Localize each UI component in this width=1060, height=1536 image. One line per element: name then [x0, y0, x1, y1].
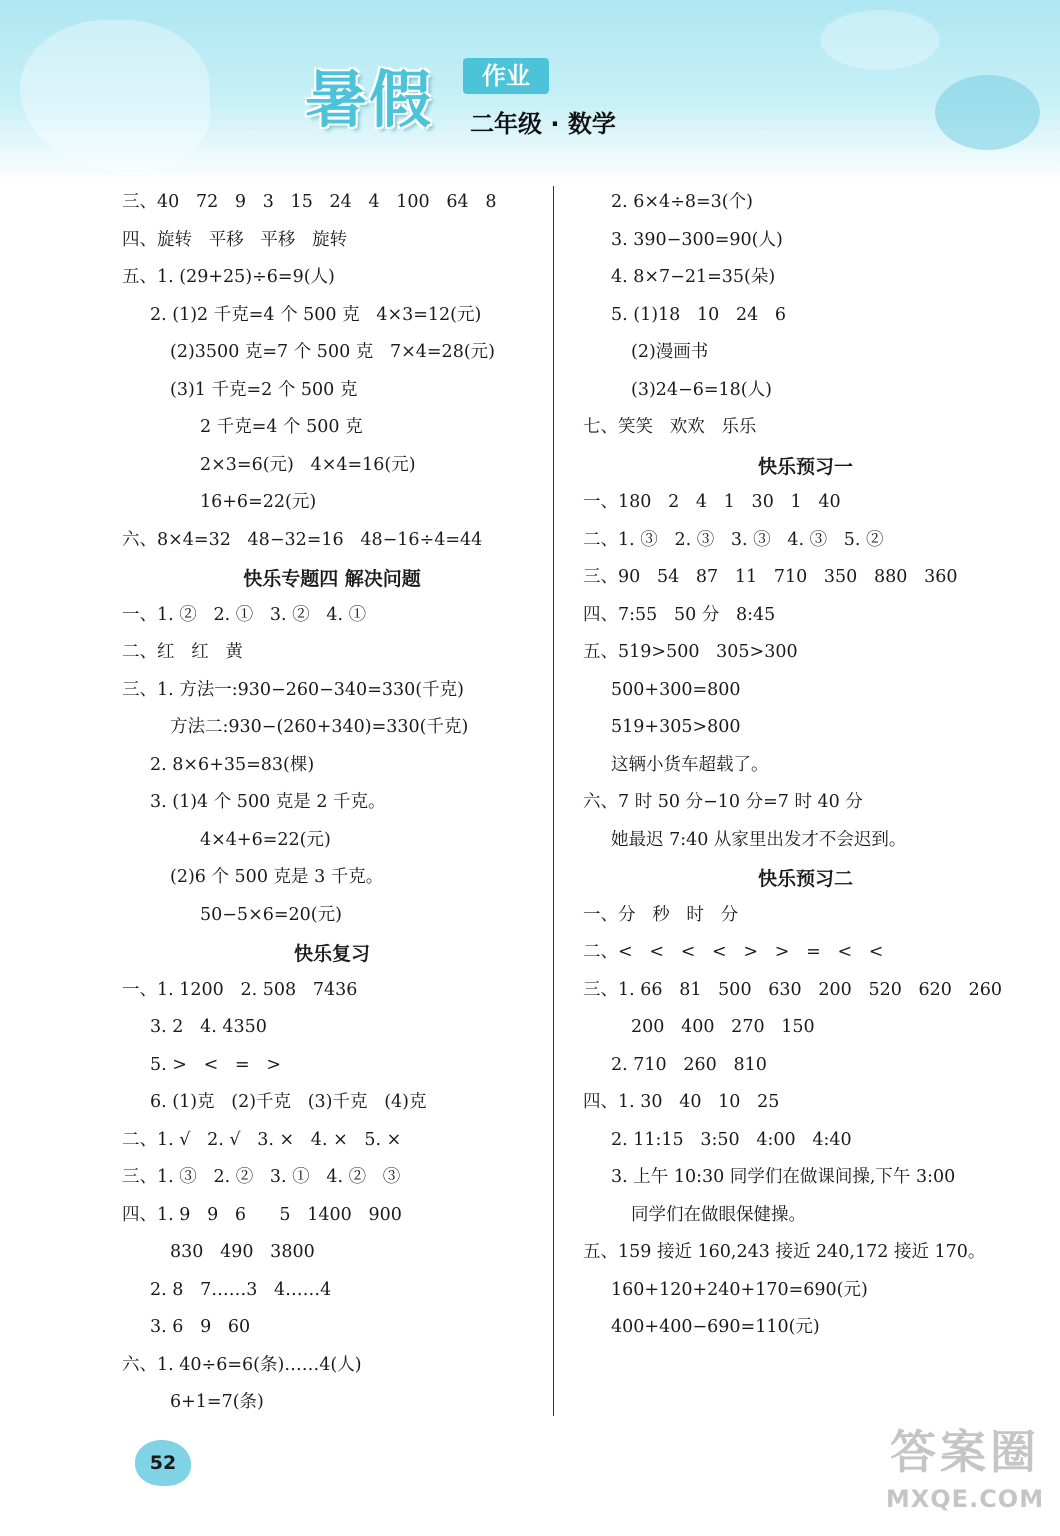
answer-line: 五、519>500 305>300 [583, 642, 798, 662]
answer-line: 16+6=22(元) [200, 492, 317, 512]
answer-line: 2 千克=4 个 500 克 [200, 417, 363, 437]
answer-line: 200 400 270 150 [631, 1017, 815, 1037]
answer-line: 4. 8×7−21=35(朵) [611, 267, 776, 287]
answer-line: 5. > < = > [150, 1054, 281, 1075]
answer-line: (2)3500 克=7 个 500 克 7×4=28(元) [170, 342, 495, 362]
answer-line: 3. 6 9 60 [150, 1317, 251, 1337]
answer-line: 一、分 秒 时 分 [583, 904, 739, 925]
answer-line: 三、1. ③ 2. ② 3. ① 4. ② ③ [122, 1167, 401, 1187]
grade-subject: 二年级 · 数学 [470, 110, 616, 138]
answer-line: 她最迟 7:40 从家里出发才不会迟到。 [611, 829, 907, 850]
answer-line: 2. 710 260 810 [611, 1054, 767, 1075]
answer-column-left [122, 186, 542, 1424]
answer-line: 4×4+6=22(元) [200, 829, 331, 850]
answer-line: 四、1. 30 40 10 25 [583, 1092, 780, 1112]
answer-line: 50−5×6=20(元) [200, 904, 342, 925]
answer-line: 400+400−690=110(元) [611, 1317, 820, 1337]
answer-line: 五、1. (29+25)÷6=9(人) [122, 267, 335, 287]
book-title: 暑假 [305, 63, 434, 136]
answer-line: 二、< < < < > > = < < [583, 942, 884, 962]
answer-line: 160+120+240+170=690(元) [611, 1279, 868, 1300]
answer-line: 2. 11:15 3:50 4:00 4:40 [611, 1129, 852, 1150]
answer-line: 六、8×4=32 48−32=16 48−16÷4=44 [122, 529, 483, 550]
answer-line: 二、1. ③ 2. ③ 3. ③ 4. ③ 5. ② [583, 529, 884, 550]
watermark-logo-text: 答案圈 [890, 1425, 1040, 1479]
answer-line: 6. (1)克 (2)千克 (3)千克 (4)克 [150, 1092, 427, 1112]
answer-line: 2. (1)2 千克=4 个 500 克 4×3=12(元) [150, 304, 482, 325]
lotus-leaf-decoration [20, 20, 210, 170]
watermark [880, 1420, 1050, 1530]
answer-line: 这辆小货车超载了。 [611, 754, 769, 775]
answer-line: 三、1. 66 81 500 630 200 520 620 260 [583, 979, 1003, 1000]
section-heading: 快乐专题四 解决问题 [243, 568, 421, 590]
watermark-url: MXQE.COM [885, 1485, 1045, 1513]
answer-line: 一、1. ② 2. ① 3. ② 4. ① [122, 604, 367, 625]
answer-line: 6+1=7(条) [170, 1392, 264, 1412]
answer-line: 二、红 红 黄 [122, 642, 243, 662]
answer-line: 一、1. 1200 2. 508 7436 [122, 979, 358, 1000]
answer-line: 二、1. √ 2. √ 3. × 4. × 5. × [122, 1129, 402, 1150]
answer-line: 830 490 3800 [170, 1242, 315, 1262]
answer-line: 方法二:930−(260+340)=330(千克) [170, 717, 469, 737]
answer-line: 六、7 时 50 分−10 分=7 时 40 分 [583, 792, 863, 812]
answer-line: 2. 6×4÷8=3(个) [611, 192, 753, 212]
answer-line: 5. (1)18 10 24 6 [611, 304, 787, 325]
answer-line: 一、180 2 4 1 30 1 40 [583, 492, 841, 512]
answer-line: 3. 上午 10:30 同学们在做课间操,下午 3:00 [611, 1167, 956, 1187]
answer-line: (2)6 个 500 克是 3 千克。 [170, 867, 384, 887]
answer-line: 2. 8 7……3 4……4 [150, 1279, 332, 1300]
section-heading: 快乐预习二 [757, 868, 853, 890]
answer-line: 519+305>800 [611, 717, 741, 737]
answer-line: 四、1. 9 9 6 5 1400 900 [122, 1204, 402, 1225]
answer-line: 六、1. 40÷6=6(条)……4(人) [122, 1354, 362, 1375]
answer-line: 3. 2 4. 4350 [150, 1017, 267, 1037]
answer-line: 三、40 72 9 3 15 24 4 100 64 8 [122, 192, 497, 212]
answer-line: 七、笑笑 欢欢 乐乐 [583, 417, 757, 437]
answer-line: 3. (1)4 个 500 克是 2 千克。 [150, 792, 386, 812]
answer-line: 2×3=6(元) 4×4=16(元) [200, 454, 416, 475]
header-banner [0, 0, 1060, 185]
answer-line: (3)24−6=18(人) [631, 379, 772, 400]
answer-line: 3. 390−300=90(人) [611, 229, 783, 250]
answer-line: 五、159 接近 160,243 接近 240,172 接近 170。 [583, 1242, 986, 1262]
answer-line: 三、90 54 87 11 710 350 880 360 [583, 567, 958, 587]
answer-line: (3)1 千克=2 个 500 克 [170, 379, 358, 400]
answer-line: 四、旋转 平移 平移 旋转 [122, 229, 348, 250]
answer-column-right [583, 186, 1028, 1349]
answer-line: (2)漫画书 [631, 342, 709, 362]
section-heading: 快乐预习一 [757, 455, 853, 478]
answer-line: 同学们在做眼保健操。 [631, 1204, 806, 1225]
answer-line: 2. 8×6+35=83(棵) [150, 754, 315, 775]
answer-line: 四、7:55 50 分 8:45 [583, 604, 776, 625]
answer-line: 三、1. 方法一:930−260−340=330(千克) [122, 679, 464, 700]
column-divider [553, 186, 554, 1416]
section-heading: 快乐复习 [293, 943, 370, 965]
book-title-tag: 作业 [463, 58, 549, 94]
page-number: 52 [135, 1440, 191, 1486]
answer-line: 500+300=800 [611, 679, 741, 700]
cloud-decoration [820, 10, 940, 70]
lotus-leaf-decoration [935, 75, 1040, 150]
